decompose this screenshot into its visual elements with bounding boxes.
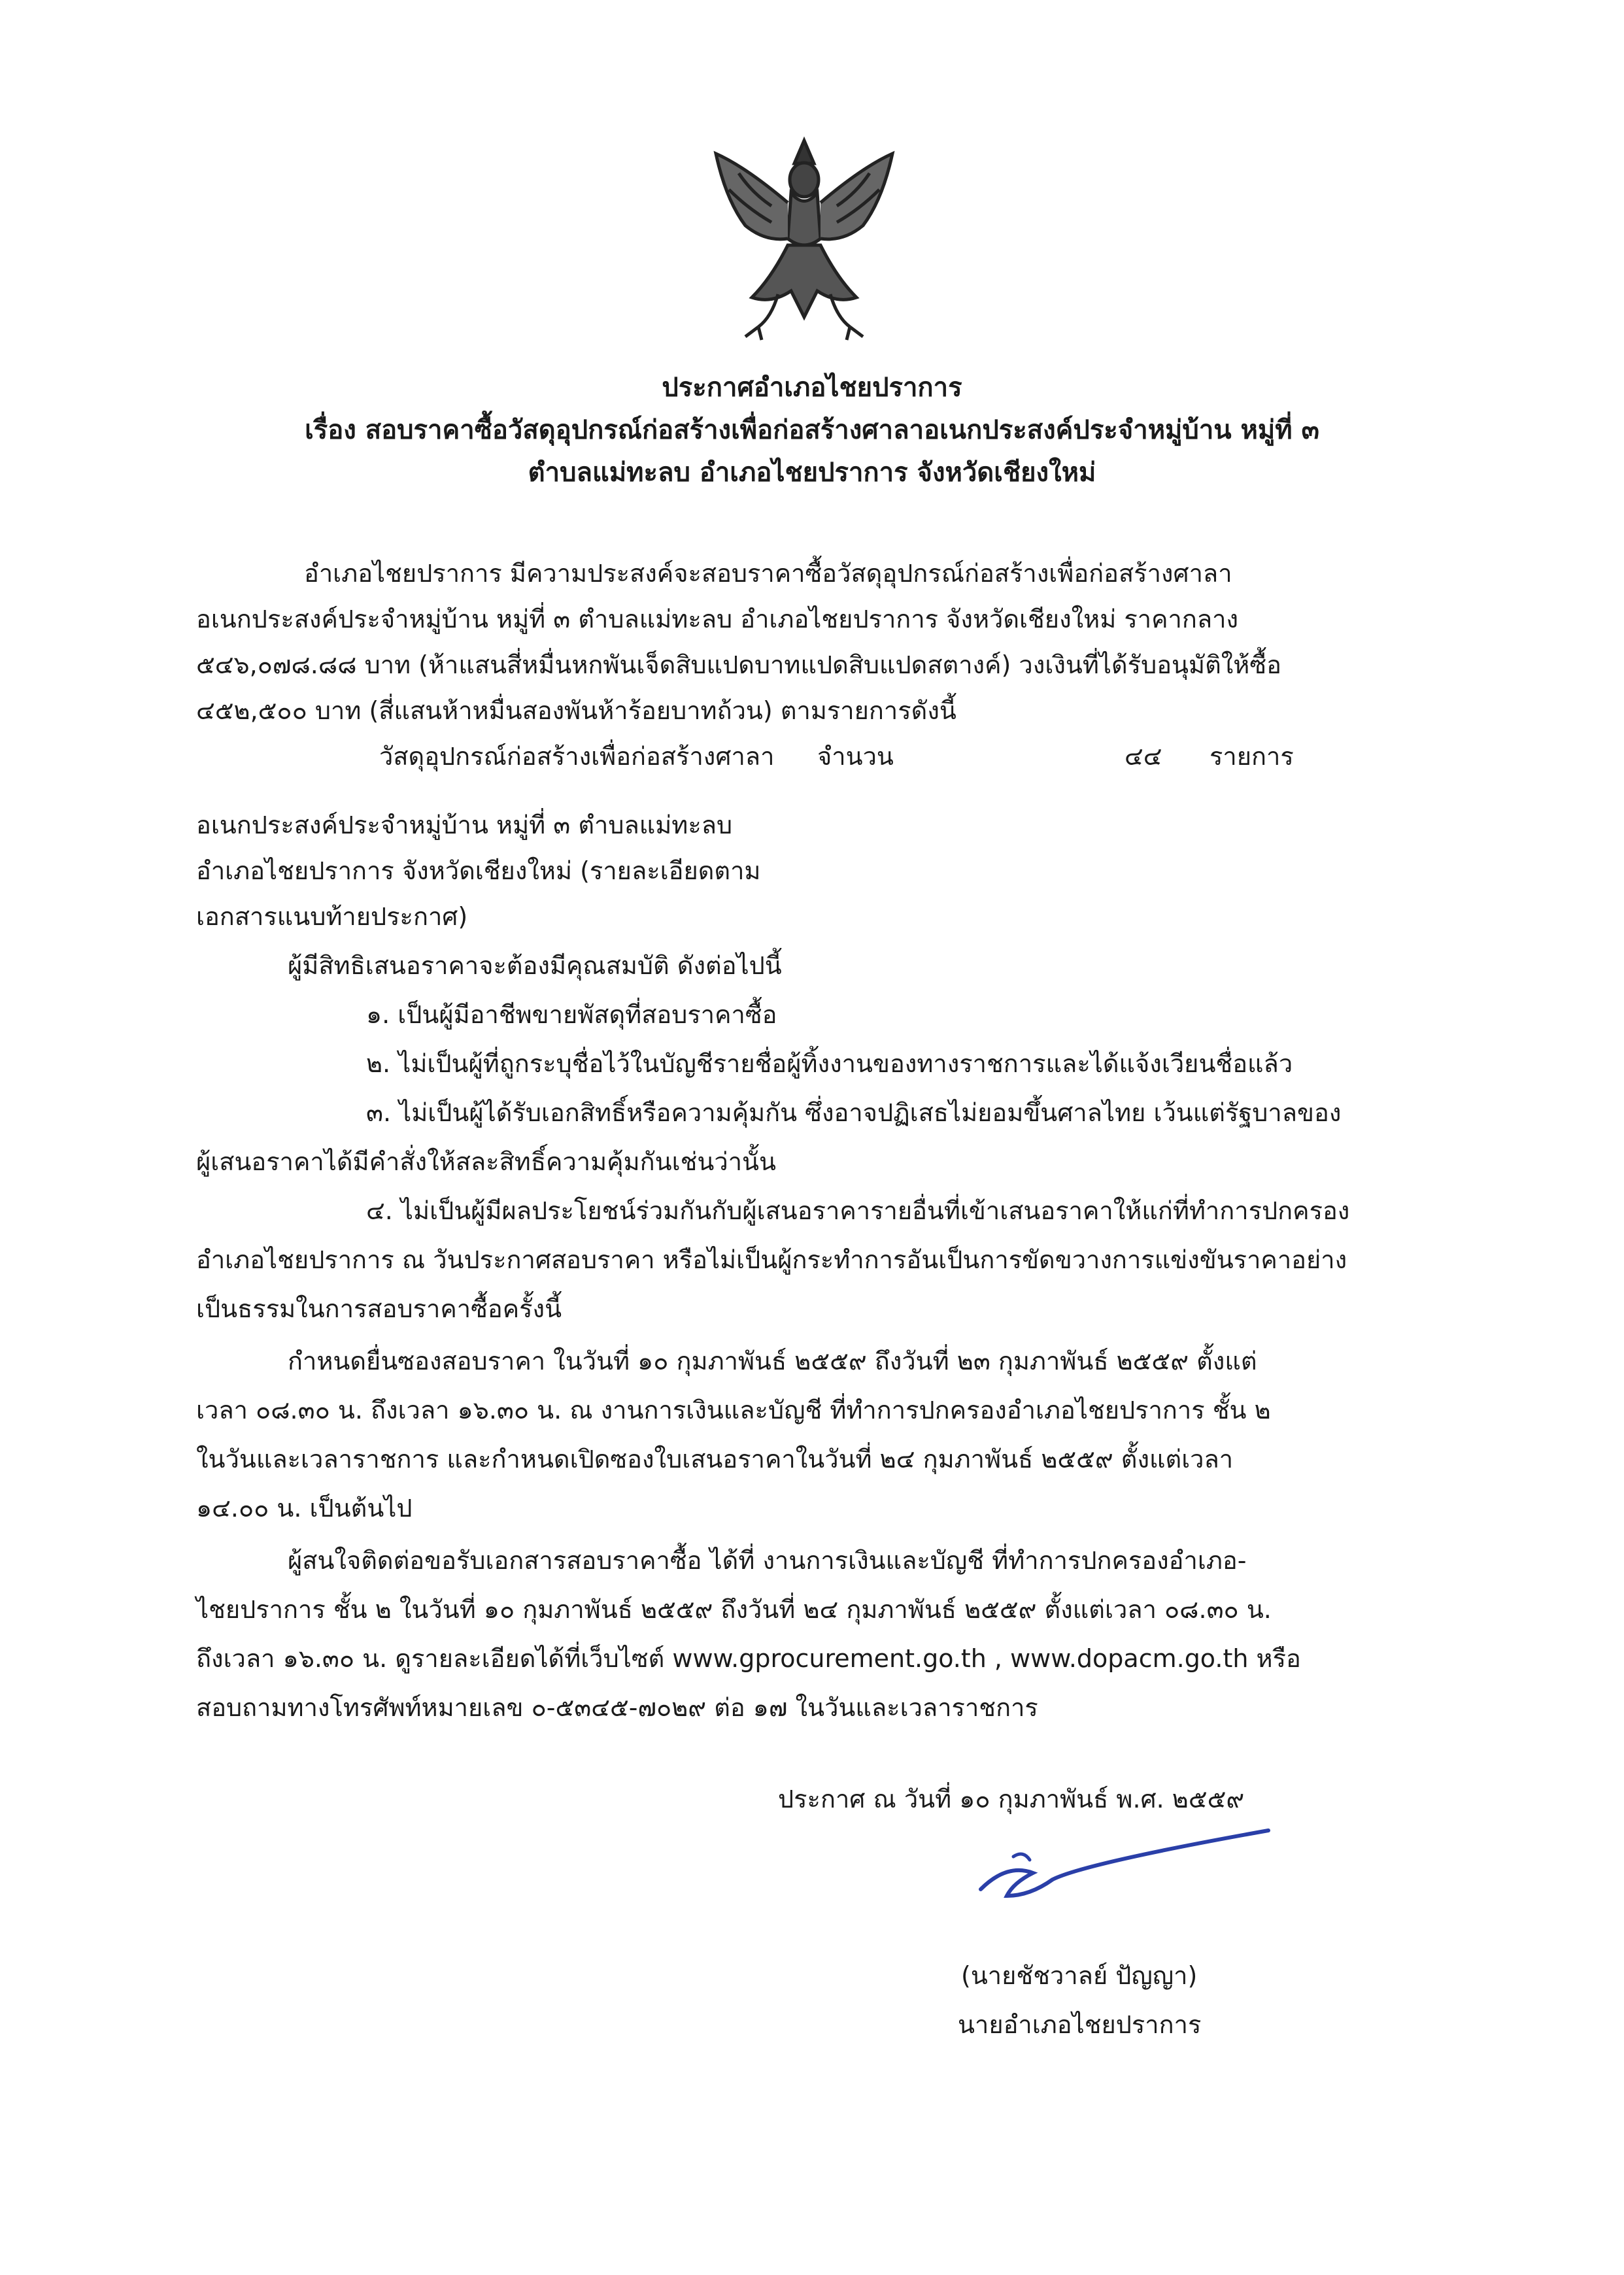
qualification-3-line-1: ๓. ไม่เป็นผู้ได้รับเอกสิทธิ์หรือความคุ้มกัน ซึ่งอาจปฏิเสธไม่ยอมขึ้นศาลไทย เว้นแต่รัฐบาลของ: [366, 1098, 1342, 1127]
subject-line-2: ตำบลแม่ทะลบ อำเภอไชยปราการ จังหวัดเชียงใหม่: [528, 458, 1096, 488]
contact-line-3: ถึงเวลา ๑๖.๓๐ น. ดูรายละเอียดได้ที่เว็บไซต์ www.gprocurement.go.th , www.dopacm.go.th หรือ: [196, 1644, 1301, 1673]
item-description-3: อำเภอไชยปราการ จังหวัดเชียงใหม่ (รายละเอียดตาม: [196, 856, 761, 885]
announcement-date: ประกาศ ณ วันที่ ๑๐ กุมภาพันธ์ พ.ศ. ๒๕๕๙: [778, 1785, 1245, 1813]
intro-line-1: อำเภอไชยปราการ มีความประสงค์จะสอบราคาซื้อวัสดุอุปกรณ์ก่อสร้างเพื่อก่อสร้างศาลา: [304, 559, 1232, 588]
item-qty-label: จำนวน: [817, 742, 894, 771]
qualification-3-line-2: ผู้เสนอราคาได้มีคำสั่งให้สละสิทธิ์ความคุ้มกันเช่นว่านั้น: [196, 1147, 777, 1176]
contact-line-2: ไชยปราการ ชั้น ๒ ในวันที่ ๑๐ กุมภาพันธ์ ๒๕๕๙ ถึงวันที่ ๒๔ กุมภาพันธ์ ๒๕๕๙ ตั้งแต่เวลา ๐๘.๓๐ น.: [196, 1595, 1272, 1624]
contact-line-4: สอบถามทางโทรศัพท์หมายเลข ๐-๕๓๔๕-๗๐๒๙ ต่อ ๑๗ ในวันและเวลาราชการ: [196, 1693, 1038, 1722]
item-unit: รายการ: [1210, 742, 1294, 771]
item-description-2: อเนกประสงค์ประจำหมู่บ้าน หมู่ที่ ๓ ตำบลแม่ทะลบ: [196, 811, 733, 839]
schedule-line-2: เวลา ๐๘.๓๐ น. ถึงเวลา ๑๖.๓๐ น. ณ งานการเงินและบัญชี ที่ทำการปกครองอำเภอไชยปราการ ชั้น ๒: [196, 1396, 1271, 1424]
contact-line-1: ผู้สนใจติดต่อขอรับเอกสารสอบราคาซื้อ ได้ที่ งานการเงินและบัญชี ที่ทำการปกครองอำเภอ-: [288, 1546, 1247, 1575]
intro-line-2: อเนกประสงค์ประจำหมู่บ้าน หมู่ที่ ๓ ตำบลแม่ทะลบ อำเภอไชยปราการ จังหวัดเชียงใหม่ ราคากลาง: [196, 605, 1239, 633]
schedule-line-3: ในวันและเวลาราชการ และกำหนดเปิดซองใบเสนอราคาในวันที่ ๒๔ กุมภาพันธ์ ๒๕๕๙ ตั้งแต่เวลา: [196, 1445, 1234, 1474]
signer-title: นายอำเภอไชยปราการ: [958, 2010, 1202, 2039]
intro-line-3: ๕๔๖,๐๗๘.๘๘ บาท (ห้าแสนสี่หมื่นหกพันเจ็ดสิบแปดบาทแปดสิบแปดสตางค์) วงเงินที่ได้รับอนุมัติให้ซื้อ: [196, 650, 1281, 679]
qualification-1: ๑. เป็นผู้มีอาชีพขายพัสดุที่สอบราคาซื้อ: [366, 1000, 777, 1029]
signer-name: (นายชัชวาลย์ ปัญญา): [961, 1961, 1198, 1990]
qualification-4-line-2: อำเภอไชยปราการ ณ วันประกาศสอบราคา หรือไม่เป็นผู้กระทำการอันเป็นการขัดขวางการแข่งขันราคาอย่าง: [196, 1245, 1347, 1274]
signature: [968, 1817, 1281, 1915]
document-title: ประกาศอำเภอไชยปราการ: [662, 373, 962, 403]
schedule-line-4: ๑๔.๐๐ น. เป็นต้นไป: [196, 1494, 413, 1523]
qualification-4-line-1: ๔. ไม่เป็นผู้มีผลประโยชน์ร่วมกันกับผู้เสนอราคารายอื่นที่เข้าเสนอราคาให้แก่ที่ทำการปกครอง: [366, 1196, 1350, 1225]
item-qty: ๔๔: [1125, 742, 1162, 771]
qualifications-heading: ผู้มีสิทธิเสนอราคาจะต้องมีคุณสมบัติ ดังต่อไปนี้: [288, 951, 782, 980]
qualification-4-line-3: เป็นธรรมในการสอบราคาซื้อครั้งนี้: [196, 1294, 562, 1323]
garuda-emblem: [700, 127, 909, 350]
item-description-4: เอกสารแนบท้ายประกาศ): [196, 902, 468, 931]
schedule-line-1: กำหนดยื่นซองสอบราคา ในวันที่ ๑๐ กุมภาพันธ์ ๒๕๕๙ ถึงวันที่ ๒๓ กุมภาพันธ์ ๒๕๕๙ ตั้งแต่: [288, 1347, 1257, 1375]
subject-line-1: เรื่อง สอบราคาซื้อวัสดุอุปกรณ์ก่อสร้างเพื่อก่อสร้างศาลาอเนกประสงค์ประจำหมู่บ้าน หมู่ที่ ๓: [305, 415, 1319, 445]
qualification-2: ๒. ไม่เป็นผู้ที่ถูกระบุชื่อไว้ในบัญชีรายชื่อผู้ทิ้งงานของทางราชการและได้แจ้งเวียนชื่อแล้ว: [366, 1049, 1293, 1078]
intro-line-4: ๔๕๒,๕๐๐ บาท (สี่แสนห้าหมื่นสองพันห้าร้อยบาทถ้วน) ตามรายการดังนี้: [196, 696, 956, 725]
item-description-1: วัสดุอุปกรณ์ก่อสร้างเพื่อก่อสร้างศาลา: [379, 742, 775, 771]
